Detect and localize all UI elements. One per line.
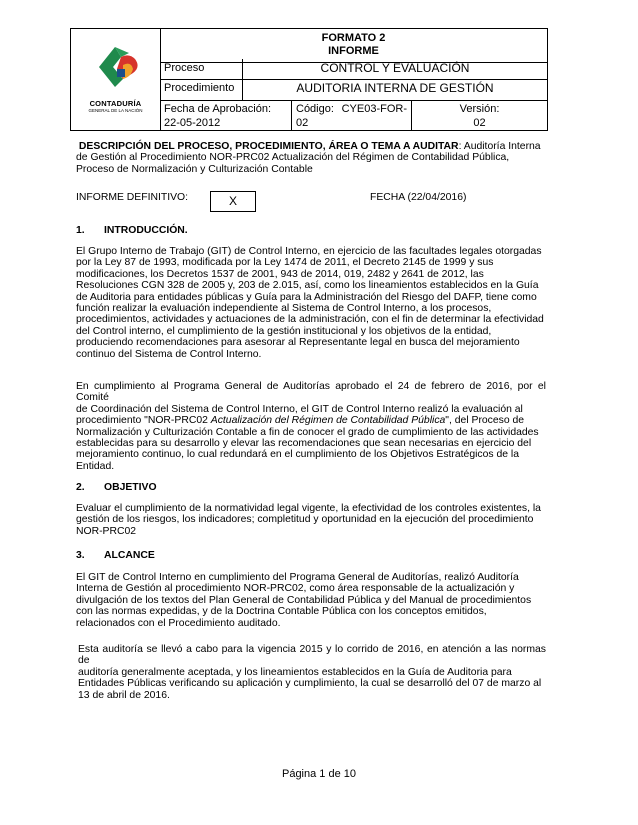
logo-cell: [71, 29, 161, 130]
text-line: El Grupo Interno de Trabajo (GIT) de Control Interno, en ejercicio de las facultades legales otorgadas: [76, 246, 542, 257]
text-line: del Control interno, el cumplimiento de la gestión institucional y los objetivos de la entidad,: [76, 325, 492, 337]
informe-fecha: FECHA (22/04/2016): [370, 192, 467, 203]
section-title: ALCANCE: [104, 550, 155, 561]
text-line: de Auditoria para entidades públicas y Guía para la Administración del Riesgo del DAFP, tiene como: [76, 291, 537, 303]
text-line: función realizar la evaluación independiente al Sistema de Control Interno, a los procesos,: [76, 303, 492, 315]
page-number: Página 1 de 10: [281, 768, 356, 780]
logo-subtext: GENERAL DE LA NACIÓN: [88, 108, 143, 113]
text-line: Evaluar el cumplimiento de la normatividad legal vigente, la efectividad de los controles existentes, la: [76, 503, 541, 514]
logo-text: CONTADURÍA: [89, 99, 142, 108]
descripcion-line: de Gestión al Procedimiento NOR-PRC02 Actualización del Régimen de Contabilidad Pública,: [76, 152, 510, 164]
alcance-paragraph-2: [78, 644, 546, 701]
procedimiento-row: [160, 79, 547, 101]
codigo-value-2: 02: [296, 117, 309, 129]
section-number: 2.: [76, 482, 85, 493]
text-line: En cumplimiento al Programa General de Auditorías aprobado el 24 de febrero de 2016, por el Comité: [76, 381, 546, 404]
text-line: Entidad.: [76, 460, 115, 472]
text-line: Normalización y Culturización Contable a fin de conocer el grado de cumplimiento de las actividades: [76, 426, 539, 438]
descripcion-line: Proceso de Normalización y Culturización Contable: [76, 163, 313, 175]
section-title: INTRODUCCIÓN.: [104, 225, 188, 236]
descripcion-paragraph: [76, 141, 546, 175]
section-number: 3.: [76, 550, 85, 561]
text-line: mejoramiento continuo, lo cual redundará en el cumplimiento de los Objetivos Estratégicos de la: [76, 449, 519, 461]
descripcion-line: : Auditoría Interna: [458, 141, 541, 152]
section-heading-introduccion: [76, 225, 188, 236]
introduccion-paragraph-1: [76, 246, 546, 360]
proceso-value: CONTROL Y EVALUACIÓN: [320, 61, 470, 75]
text-line: modificaciones, los Decretos 1537 de 2001, 943 de 2014, 019, 2482 y 2641 de 2012, las: [76, 268, 484, 280]
text-line: procedimiento "NOR-PRC02: [76, 415, 211, 427]
format-title-row: [160, 29, 547, 63]
text-line: divulgación de los textos del Plan General de Contabilidad Pública y del Manual de procedimientos: [76, 594, 532, 606]
version-label: Versión:: [459, 103, 500, 115]
procedure-name-italic: Actualización del Régimen de Contabilidad Pública: [210, 415, 446, 427]
text-line: produciendo recomendaciones para asesorar al Representante legal en busca del mejoramiento: [76, 337, 520, 349]
procedimiento-label: Procedimiento: [160, 79, 243, 100]
text-line: de Coordinación del Sistema de Control Interno, el GIT de Control Interno realizó la evaluación al: [76, 403, 523, 415]
text-line: Esta auditoría se llevó a cabo para la vigencia 2015 y lo corrido de 2016, en atención a las normas de: [78, 644, 546, 667]
section-number: 1.: [76, 225, 85, 236]
fecha-aprobacion-value: 22-05-2012: [164, 117, 221, 129]
section-title: OBJETIVO: [104, 482, 157, 493]
text-line: NOR-PRC02: [76, 525, 137, 537]
text-line: ", del Proceso de: [445, 415, 525, 427]
text-line: por la Ley 87 de 1993, modificada por la Ley 1474 de 2011, el Decreto 2145 de 1999 y sus: [76, 257, 494, 269]
text-line: 13 de abril de 2016.: [78, 689, 170, 701]
text-line: gestión de los riesgos, los indicadores; completitud y oportunidad en la ejecución del procedimiento: [76, 514, 534, 526]
section-heading-objetivo: [76, 482, 157, 493]
text-line: procedimientos, actividades y actuaciones de la administración, con el fin de determinar la efectividad: [76, 314, 544, 326]
text-line: relacionados con el Procedimiento auditado.: [76, 617, 281, 629]
text-line: establecidas para su desarrollo y elevar las recomendaciones que sean necesarias en ejercicio del: [76, 438, 532, 450]
version-cell: [412, 100, 547, 130]
section-heading-alcance: [76, 550, 155, 561]
document-header-table: [70, 28, 548, 131]
codigo-value-1: CYE03-FOR-: [341, 103, 407, 115]
codigo-cell: [292, 100, 412, 130]
alcance-paragraph-1: [76, 572, 546, 629]
proceso-label: Proceso: [160, 59, 243, 79]
text-line: con las normas expedidas, y de la Doctrina Contable Pública con los conceptos emitidos,: [76, 606, 487, 618]
text-line: auditoría generalmente aceptada, y los lineamientos establecidos en la Guía de Auditoria para: [78, 666, 512, 678]
proceso-row: [160, 59, 547, 80]
text-line: El GIT de Control Interno en cumplimiento del Programa General de Auditorías, realizó Auditoría: [76, 572, 519, 583]
descripcion-label: DESCRIPCIÓN DEL PROCESO, PROCEDIMIENTO, ÁREA O TEMA A AUDITAR: [78, 141, 459, 152]
informe-definitivo-label: INFORME DEFINITIVO:: [76, 192, 188, 203]
format-line-2: INFORME: [328, 45, 379, 57]
codigo-label: Código:: [296, 103, 334, 115]
format-line-1: FORMATO 2: [321, 32, 386, 44]
metadata-row: [160, 100, 547, 130]
text-line: continuo del Sistema de Control Interno.: [76, 348, 262, 360]
informe-definitivo-mark-box: X: [210, 191, 256, 212]
objetivo-paragraph: [76, 503, 546, 537]
introduccion-paragraph-2: [76, 381, 546, 472]
procedimiento-value: AUDITORIA INTERNA DE GESTIÓN: [296, 81, 494, 95]
text-line: Entidades Públicas verificando su aplicación y cumplimiento, la cual se desarrolló del 07 de marzo al: [78, 678, 542, 690]
text-line: Interna de Gestión al procedimiento NOR-PRC02, como área responsable de la actualización y: [76, 583, 515, 595]
text-line: Resoluciones CGN 328 de 2005 y, 203 de 2.015, así, como los lineamientos establecidos en la Guía: [76, 280, 539, 292]
fecha-aprobacion-cell: [160, 100, 292, 130]
version-value: 02: [473, 117, 486, 129]
fecha-aprobacion-label: Fecha de Aprobación:: [164, 103, 272, 115]
contaduria-logo-icon: [71, 29, 160, 99]
